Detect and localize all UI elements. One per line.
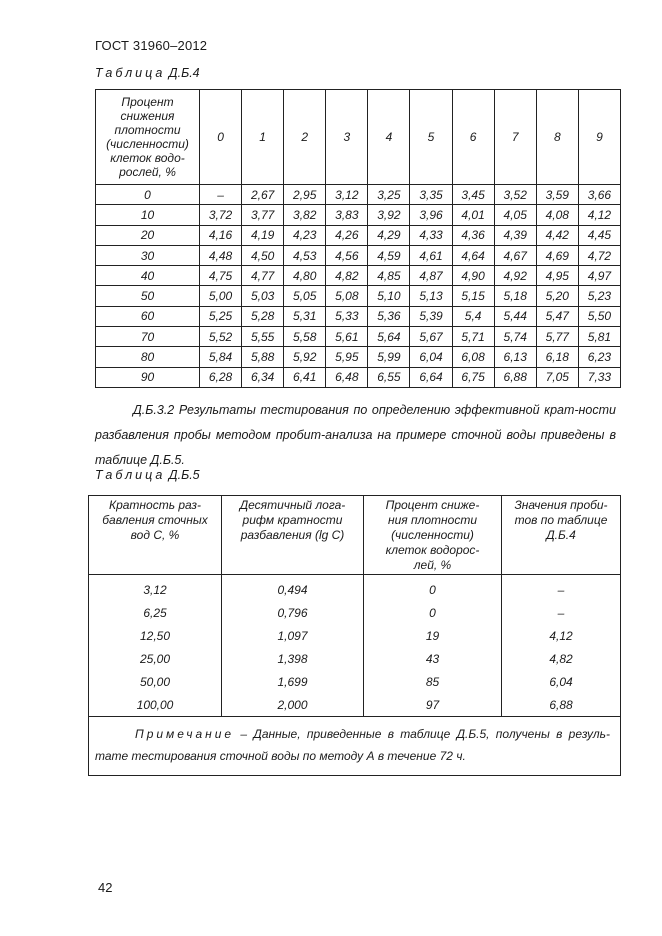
table-cell: 5,95: [326, 347, 368, 367]
row-label: 40: [96, 266, 200, 286]
table-row: [96, 266, 621, 286]
table-cell: –: [502, 601, 621, 624]
table-cell: 4,29: [368, 225, 410, 245]
corner-line: снижения: [120, 109, 175, 123]
table-cell: 0: [364, 575, 502, 602]
row-label: 20: [96, 225, 200, 245]
row-label: 90: [96, 367, 200, 387]
table-cell: 4,50: [242, 245, 284, 265]
table-cell: 12,50: [89, 624, 222, 647]
table-cell: 4,42: [536, 225, 578, 245]
table-cell: 6,64: [410, 367, 452, 387]
table-row: [89, 601, 621, 624]
col-header: 2: [284, 90, 326, 185]
table-cell: 5,18: [494, 286, 536, 306]
table-cell: 3,72: [200, 205, 242, 225]
header-line: рифм кратности: [242, 513, 343, 527]
table4-caption-word: Таблица: [95, 66, 166, 80]
table-row: [96, 306, 621, 326]
table-cell: 5,74: [494, 327, 536, 347]
header-line: тов по таблице: [514, 513, 608, 527]
table-cell: 4,45: [578, 225, 620, 245]
row-label: 70: [96, 327, 200, 347]
corner-line: рослей, %: [119, 165, 176, 179]
table-cell: 0,796: [222, 601, 364, 624]
table-row: [89, 670, 621, 693]
table-row: [89, 693, 621, 717]
table-cell: 3,92: [368, 205, 410, 225]
table-cell: 5,36: [368, 306, 410, 326]
table-cell: 6,55: [368, 367, 410, 387]
table-row: [96, 245, 621, 265]
table5-caption-word: Таблица: [95, 468, 166, 482]
table4-corner-header: [96, 90, 200, 185]
table-cell: 4,12: [578, 205, 620, 225]
table-row: [96, 347, 621, 367]
table-cell: 5,00: [200, 286, 242, 306]
table4-caption-number: Д.Б.4: [168, 66, 200, 80]
table-cell: 2,000: [222, 693, 364, 717]
table5-caption-number: Д.Б.5: [168, 468, 200, 482]
table-cell: 3,52: [494, 185, 536, 205]
table-cell: 6,88: [502, 693, 621, 717]
table-cell: 6,08: [452, 347, 494, 367]
table-cell: 97: [364, 693, 502, 717]
table-cell: 1,699: [222, 670, 364, 693]
corner-line: плотности: [114, 123, 181, 137]
table-cell: 3,59: [536, 185, 578, 205]
table-cell: 5,71: [452, 327, 494, 347]
table-cell: 4,80: [284, 266, 326, 286]
table-cell: 4,23: [284, 225, 326, 245]
table-cell: 4,97: [578, 266, 620, 286]
table-d-b-4: [95, 89, 621, 388]
table-cell: 4,33: [410, 225, 452, 245]
table-cell: 5,05: [284, 286, 326, 306]
table-cell: 5,10: [368, 286, 410, 306]
table-cell: 4,05: [494, 205, 536, 225]
table-cell: 4,59: [368, 245, 410, 265]
row-label: 10: [96, 205, 200, 225]
header-percent: [364, 496, 502, 575]
corner-line: Процент: [121, 95, 174, 109]
table-cell: 3,25: [368, 185, 410, 205]
table-row: [96, 286, 621, 306]
table-cell: 4,75: [200, 266, 242, 286]
row-label: 50: [96, 286, 200, 306]
row-label: 60: [96, 306, 200, 326]
row-label: 80: [96, 347, 200, 367]
table-row: [96, 205, 621, 225]
corner-line: (численности): [106, 137, 189, 151]
table-cell: 1,097: [222, 624, 364, 647]
table-cell: 4,16: [200, 225, 242, 245]
table5-caption: [95, 468, 200, 482]
table-cell: 5,08: [326, 286, 368, 306]
table-row: [89, 647, 621, 670]
table-row: [96, 185, 621, 205]
header-probit: [502, 496, 621, 575]
table-cell: 43: [364, 647, 502, 670]
table-cell: 5,47: [536, 306, 578, 326]
table4-caption: [95, 66, 200, 80]
table-cell: 4,69: [536, 245, 578, 265]
table-cell: 3,66: [578, 185, 620, 205]
table-cell: 4,26: [326, 225, 368, 245]
header-line: Десятичный лога-: [239, 498, 346, 512]
table-cell: 4,67: [494, 245, 536, 265]
table-cell: 6,41: [284, 367, 326, 387]
table-cell: 6,34: [242, 367, 284, 387]
table-row: [89, 624, 621, 647]
table-cell: 4,53: [284, 245, 326, 265]
table-row: [96, 367, 621, 387]
table-cell: 5,88: [242, 347, 284, 367]
note-text: – Данные, приведенные в таблице Д.Б.5, получены в резуль-тате тестирования сточной воды по методу А в течение 72 ч.: [95, 727, 610, 763]
table-cell: 5,15: [452, 286, 494, 306]
table-cell: 2,95: [284, 185, 326, 205]
note-word: Примечание: [135, 727, 235, 741]
table-cell: 4,48: [200, 245, 242, 265]
table-cell: 3,82: [284, 205, 326, 225]
table-cell: 5,23: [578, 286, 620, 306]
table-cell: 6,23: [578, 347, 620, 367]
row-label: 30: [96, 245, 200, 265]
table-cell: 5,50: [578, 306, 620, 326]
table-cell: 3,77: [242, 205, 284, 225]
table-cell: 50,00: [89, 670, 222, 693]
table-cell: 0: [364, 601, 502, 624]
table-cell: 5,67: [410, 327, 452, 347]
table-cell: 6,28: [200, 367, 242, 387]
col-header: 9: [578, 90, 620, 185]
header-line: лей, %: [413, 558, 452, 572]
header-log: [222, 496, 364, 575]
table-cell: 5,31: [284, 306, 326, 326]
table-cell: 5,61: [326, 327, 368, 347]
table-cell: 4,08: [536, 205, 578, 225]
table-cell: 5,25: [200, 306, 242, 326]
table-cell: 5,20: [536, 286, 578, 306]
header-line: Процент сниже-: [385, 498, 480, 512]
header-line: клеток водорос-: [385, 543, 480, 557]
table-cell: 5,55: [242, 327, 284, 347]
table-cell: 0,494: [222, 575, 364, 602]
col-header: 5: [410, 90, 452, 185]
table-cell: 3,83: [326, 205, 368, 225]
col-header: 6: [452, 90, 494, 185]
table-cell: 4,77: [242, 266, 284, 286]
table-cell: 19: [364, 624, 502, 647]
table-cell: 4,19: [242, 225, 284, 245]
header-line: Д.Б.4: [546, 528, 576, 542]
table-cell: 5,39: [410, 306, 452, 326]
table-row: [96, 327, 621, 347]
table-cell: 5,4: [452, 306, 494, 326]
table-cell: 4,12: [502, 624, 621, 647]
table-cell: 4,61: [410, 245, 452, 265]
table-cell: 6,18: [536, 347, 578, 367]
header-line: ния плотности: [387, 513, 477, 527]
corner-line: клеток водо-: [110, 151, 185, 165]
table-cell: 5,58: [284, 327, 326, 347]
table-cell: 85: [364, 670, 502, 693]
table-cell: 5,84: [200, 347, 242, 367]
header-line: Кратность раз-: [109, 498, 201, 512]
col-header: 3: [326, 90, 368, 185]
table-d-b-5: [88, 495, 621, 776]
page-number: 42: [98, 880, 113, 895]
table-cell: 3,45: [452, 185, 494, 205]
header-dilution: [89, 496, 222, 575]
col-header: 0: [200, 90, 242, 185]
table-cell: 4,56: [326, 245, 368, 265]
table5-header-row: [89, 496, 621, 575]
table-cell: 4,82: [326, 266, 368, 286]
table-cell: 3,12: [89, 575, 222, 602]
table-cell: 5,13: [410, 286, 452, 306]
header-line: Значения проби-: [514, 498, 608, 512]
table-row: [89, 575, 621, 602]
table4-header-row: [96, 90, 621, 185]
header-line: разбавления (lg C): [240, 528, 345, 542]
table-cell: 7,05: [536, 367, 578, 387]
table-cell: 3,12: [326, 185, 368, 205]
table-cell: 3,96: [410, 205, 452, 225]
table-cell: 4,92: [494, 266, 536, 286]
table-cell: 5,52: [200, 327, 242, 347]
col-header: 4: [368, 90, 410, 185]
row-label: 0: [96, 185, 200, 205]
table-cell: 5,99: [368, 347, 410, 367]
table-cell: 5,77: [536, 327, 578, 347]
table-cell: 6,88: [494, 367, 536, 387]
table-cell: 4,01: [452, 205, 494, 225]
table-cell: 6,13: [494, 347, 536, 367]
table-cell: 4,87: [410, 266, 452, 286]
table-cell: 100,00: [89, 693, 222, 717]
table-cell: 5,92: [284, 347, 326, 367]
table-cell: 4,85: [368, 266, 410, 286]
col-header: 1: [242, 90, 284, 185]
col-header: 8: [536, 90, 578, 185]
table-cell: 3,35: [410, 185, 452, 205]
col-header: 7: [494, 90, 536, 185]
table-cell: 6,25: [89, 601, 222, 624]
table-cell: 6,48: [326, 367, 368, 387]
table-cell: 5,81: [578, 327, 620, 347]
table-cell: 5,28: [242, 306, 284, 326]
table-cell: 25,00: [89, 647, 222, 670]
table-cell: 4,72: [578, 245, 620, 265]
table-cell: 4,95: [536, 266, 578, 286]
table-cell: 6,04: [410, 347, 452, 367]
paragraph-d-b-3-2: Д.Б.3.2 Результаты тестирования по определению эффективной крат-ности разбавления пробы методом пробит-анализа на примере сточной воды приведены в таблице Д.Б.5.: [95, 403, 616, 467]
table-cell: 5,33: [326, 306, 368, 326]
table-cell: 4,39: [494, 225, 536, 245]
table-cell: 1,398: [222, 647, 364, 670]
table-row: [96, 225, 621, 245]
table-cell: 4,90: [452, 266, 494, 286]
header-line: (численности): [391, 528, 474, 542]
table-cell: 6,75: [452, 367, 494, 387]
header-line: вод С, %: [130, 528, 180, 542]
table-cell: 5,03: [242, 286, 284, 306]
table-cell: 7,33: [578, 367, 620, 387]
document-header: ГОСТ 31960–2012: [95, 38, 208, 53]
table-cell: 5,44: [494, 306, 536, 326]
header-line: бавления сточных: [102, 513, 208, 527]
table-cell: 4,82: [502, 647, 621, 670]
table-cell: 2,67: [242, 185, 284, 205]
table5-note-row: [89, 717, 621, 776]
table-cell: 5,64: [368, 327, 410, 347]
table-cell: 4,36: [452, 225, 494, 245]
table-cell: 6,04: [502, 670, 621, 693]
table-cell: –: [200, 185, 242, 205]
table5-note: [89, 717, 621, 776]
table-cell: 4,64: [452, 245, 494, 265]
table-cell: –: [502, 575, 621, 602]
